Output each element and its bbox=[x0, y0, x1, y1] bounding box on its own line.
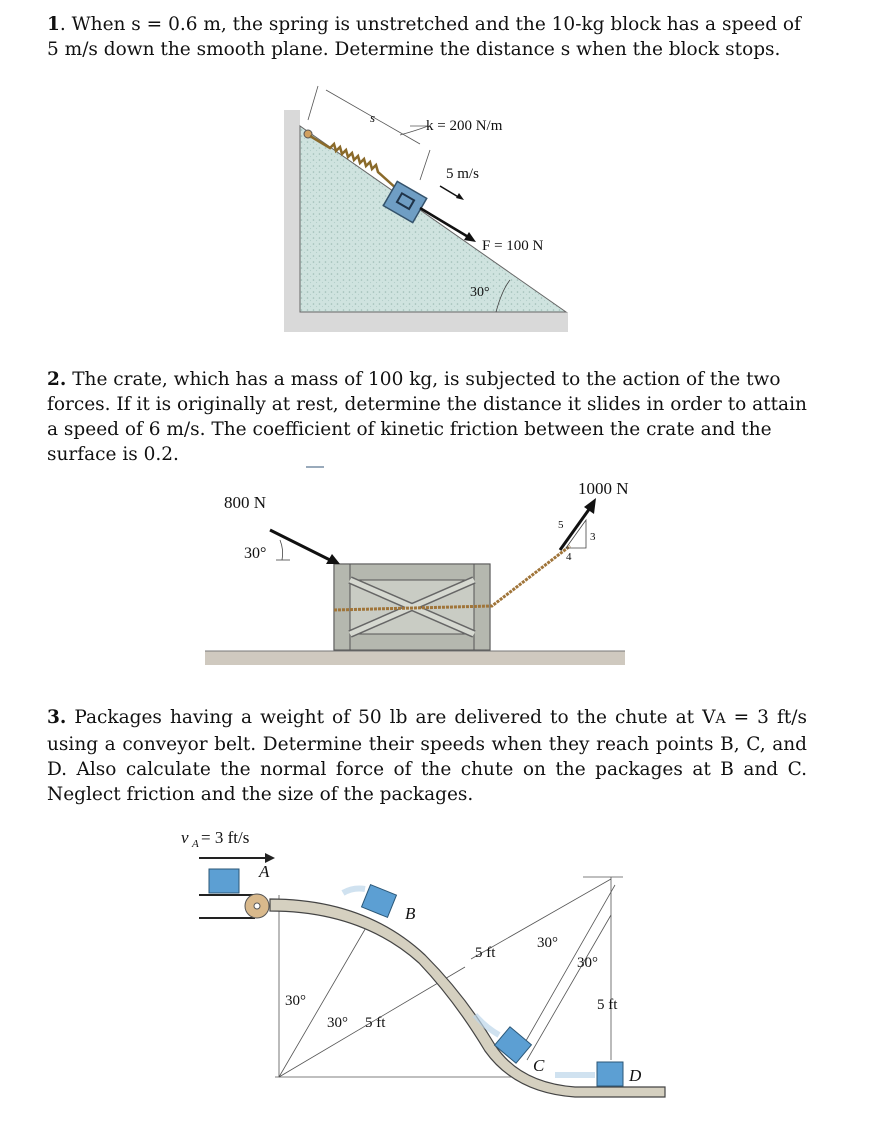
conveyor bbox=[199, 894, 269, 918]
force-1000-arrow bbox=[560, 508, 590, 550]
label-slope-3: 3 bbox=[590, 531, 596, 543]
incline-plane bbox=[300, 126, 566, 312]
problem-3-figure bbox=[175, 815, 675, 1115]
label-va-value: = 3 ft/s bbox=[201, 828, 250, 847]
problem-2-number: 2 bbox=[47, 369, 60, 390]
label-radius-left: 5 ft bbox=[365, 1015, 386, 1031]
label-800n: 800 N bbox=[224, 493, 267, 512]
problem-1-number: 1 bbox=[47, 14, 60, 35]
package-d bbox=[597, 1062, 623, 1086]
label-radius-right-top: 5 ft bbox=[475, 945, 496, 961]
problem-3-statement-post: = 3 ft/s using a conveyor belt. Determine their speeds when they reach points B, C, and D. Also calculate the normal force of the chute on the packages at B and C. Neglect friction and the size of the packages. bbox=[47, 707, 807, 805]
problem-2-statement: The crate, which has a mass of 100 kg, is subjected to the action of the two forces. If it is originally at rest, determine the distance it slides in order to attain a speed of 6 m/s. The coefficient of kinetic friction between the crate and the surface is 0.2. bbox=[47, 369, 807, 465]
problem-3-number: 3 bbox=[47, 707, 60, 728]
package-a bbox=[209, 869, 239, 893]
problem-1-figure bbox=[270, 80, 590, 340]
label-angle-30: 30° bbox=[244, 545, 267, 562]
velocity-arrow bbox=[440, 186, 460, 198]
problem-3-text: 3. Packages having a weight of 50 lb are delivered to the chute at VA = 3 ft/s using a conveyor belt. Determine their speeds when they reach points B, C, and D. Also calculate the normal force of the chute on the packages at B and C. Neglect friction and the size of the packages. bbox=[47, 707, 807, 805]
problem-3-statement-pre: Packages having a weight of 50 lb are delivered to the chute at V bbox=[66, 707, 716, 728]
force-800-arrow bbox=[270, 530, 330, 560]
label-angle-right-top: 30° bbox=[537, 935, 558, 951]
ground-floor bbox=[205, 651, 625, 665]
label-angle-left: 30° bbox=[285, 993, 306, 1009]
label-force: F = 100 N bbox=[482, 238, 544, 254]
label-spring-k: k = 200 N/m bbox=[426, 118, 503, 134]
label-va-symbol: v bbox=[181, 828, 189, 847]
problem-3-subscript: A bbox=[715, 711, 726, 727]
label-point-c: C bbox=[533, 1056, 545, 1075]
label-va-sub: A bbox=[192, 838, 199, 850]
label-angle: 30° bbox=[470, 285, 490, 300]
label-speed: 5 m/s bbox=[446, 166, 479, 182]
problem-1-text bbox=[47, 12, 807, 62]
label-angle-left-lower: 30° bbox=[327, 1015, 348, 1031]
problem-1-statement: . When s = 0.6 m, the spring is unstretched and the 10-kg block has a speed of 5 m/s down the smooth plane. Determine the distance s when the block stops. bbox=[47, 14, 801, 60]
package-b bbox=[362, 885, 397, 918]
label-angle-right-inner: 30° bbox=[577, 955, 598, 971]
problem-2-text: 2. The crate, which has a mass of 100 kg, is subjected to the action of the two forces. If it is originally at rest, determine the distance it slides in order to attain a speed of 6 m/s. The coefficient of kinetic friction between the crate and the surface is 0.2. bbox=[47, 369, 807, 465]
slope-triangle bbox=[566, 520, 586, 548]
label-slope-5: 5 bbox=[558, 519, 564, 531]
label-radius-right-side: 5 ft bbox=[597, 997, 618, 1013]
label-1000n: 1000 N bbox=[578, 479, 629, 498]
label-point-d: D bbox=[629, 1066, 642, 1085]
problem-2-figure bbox=[200, 460, 640, 670]
label-distance-s: s bbox=[370, 110, 376, 125]
label-point-a: A bbox=[259, 862, 270, 881]
label-point-b: B bbox=[405, 904, 416, 923]
label-slope-4: 4 bbox=[566, 551, 572, 563]
